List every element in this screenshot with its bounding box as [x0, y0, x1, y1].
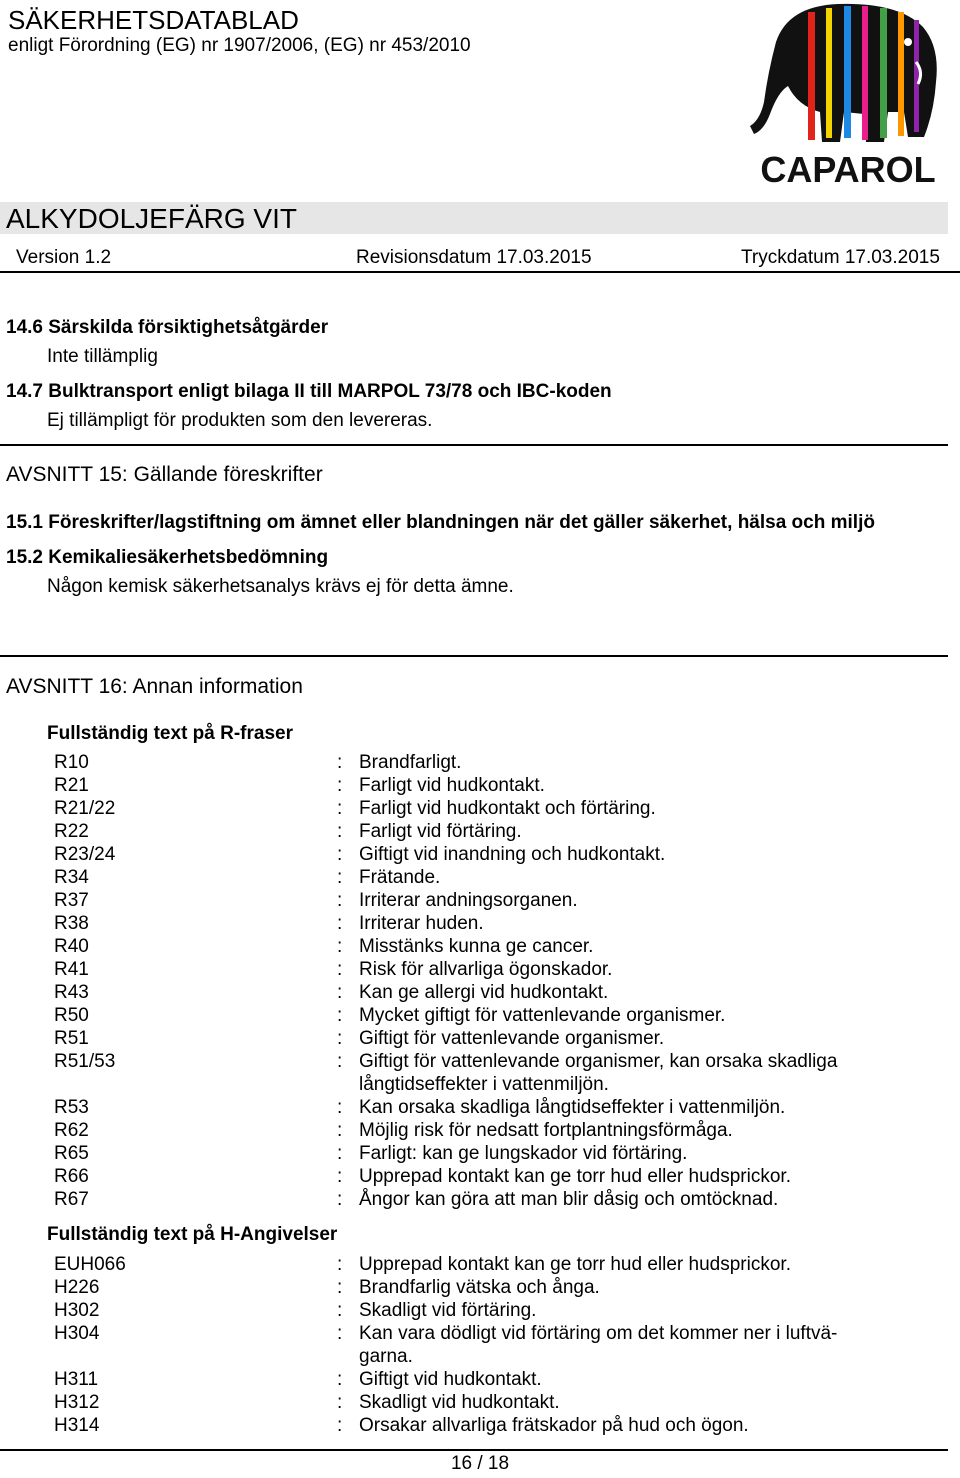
header-divider: [0, 271, 960, 273]
item-15-1-heading: 15.1 Föreskrifter/lagstiftning om ämnet eller blandningen när det gäller säkerhet, hälsa och miljö: [6, 512, 875, 533]
item-14-7-heading: 14.7 Bulktransport enligt bilaga II till MARPOL 73/78 och IBC-koden: [6, 381, 612, 402]
item-14-6-text: Inte tillämplig: [47, 346, 158, 367]
page-number: 16 / 18: [450, 1453, 510, 1474]
item-15-2-heading: 15.2 Kemikaliesäkerhetsbedömning: [6, 547, 329, 568]
product-name: ALKYDOLJEFÄRG VIT: [6, 203, 297, 234]
document-title: SÄKERHETSDATABLAD: [8, 5, 299, 35]
elephant-logo-icon: [750, 4, 937, 142]
version-label: Version 1.2: [16, 247, 112, 268]
item-15-2-text: Någon kemisk säkerhetsanalys krävs ej för detta ämne.: [47, 576, 514, 597]
caparol-logo: [748, 2, 948, 192]
h-statements-heading: Fullständig text på H-Angivelser: [47, 1224, 338, 1245]
footer-divider: [0, 1449, 948, 1451]
section-15-heading: AVSNITT 15: Gällande föreskrifter: [6, 463, 323, 486]
section-16-divider: [0, 655, 948, 657]
r-phrases-heading: Fullständig text på R-fraser: [47, 723, 293, 744]
h-statements-list: EUH066 : Upprepad kontakt kan ge torr hud eller hudsprickor. H226 : Brandfarlig vätska och ånga. H302 : Skadligt vid förtäring. H304 : Kan vara dödligt vid förtäring om det kommer ner i luftvä-garna. H311 : Giftigt vid hudkontakt. H312 : Skadligt vid hudkontakt. H314 : Orsakar allvarliga frätskador på hud och ögon.: [54, 1254, 838, 1436]
item-14-6-heading: 14.6 Särskilda försiktighetsåtgärder: [6, 317, 329, 338]
print-date: Tryckdatum 17.03.2015: [741, 247, 940, 268]
r-phrases-list: R10 : Brandfarligt. R21 : Farligt vid hudkontakt. R21/22 : Farligt vid hudkontakt och förtäring. R22 : Farligt vid förtäring. R23/24 : Giftigt vid inandning och hudkontakt. R34 : Frätande. R37 : Irriterar andningsorganen. R38 : Irriterar huden. R40 : Misstänks kunna ge cancer. R41 : Risk för allvarliga ögonskador. R43 : Kan ge allergi vid hudkontakt. R50 : Mycket giftigt för vattenlevande organismer. R51 : Giftigt för vattenlevande organismer. R51/53 : Giftigt för vattenlevande organismer, kan orsaka skadliga långtidseffekter i vattenmiljön. R53 : Kan orsaka skadliga långtidseffekter i vattenmiljön. R62 : Möjlig risk för nedsatt fortplantningsförmåga. R65 : Farligt: kan ge lungskador vid förtäring. R66 : Upprepad kontakt kan ge torr hud eller hudsprickor. R67 : Ångor kan göra att man blir dåsig och omtöcknad.: [54, 752, 838, 1210]
item-14-7-text: Ej tillämpligt för produkten som den levereras.: [47, 410, 433, 431]
section-15-divider: [0, 444, 948, 446]
svg-text:CAPAROL: CAPAROL: [760, 149, 936, 190]
revision-date: Revisionsdatum 17.03.2015: [356, 247, 592, 268]
section-16-heading: AVSNITT 16: Annan information: [6, 675, 303, 698]
document-subtitle: enligt Förordning (EG) nr 1907/2006, (EG) nr 453/2010: [8, 35, 471, 56]
